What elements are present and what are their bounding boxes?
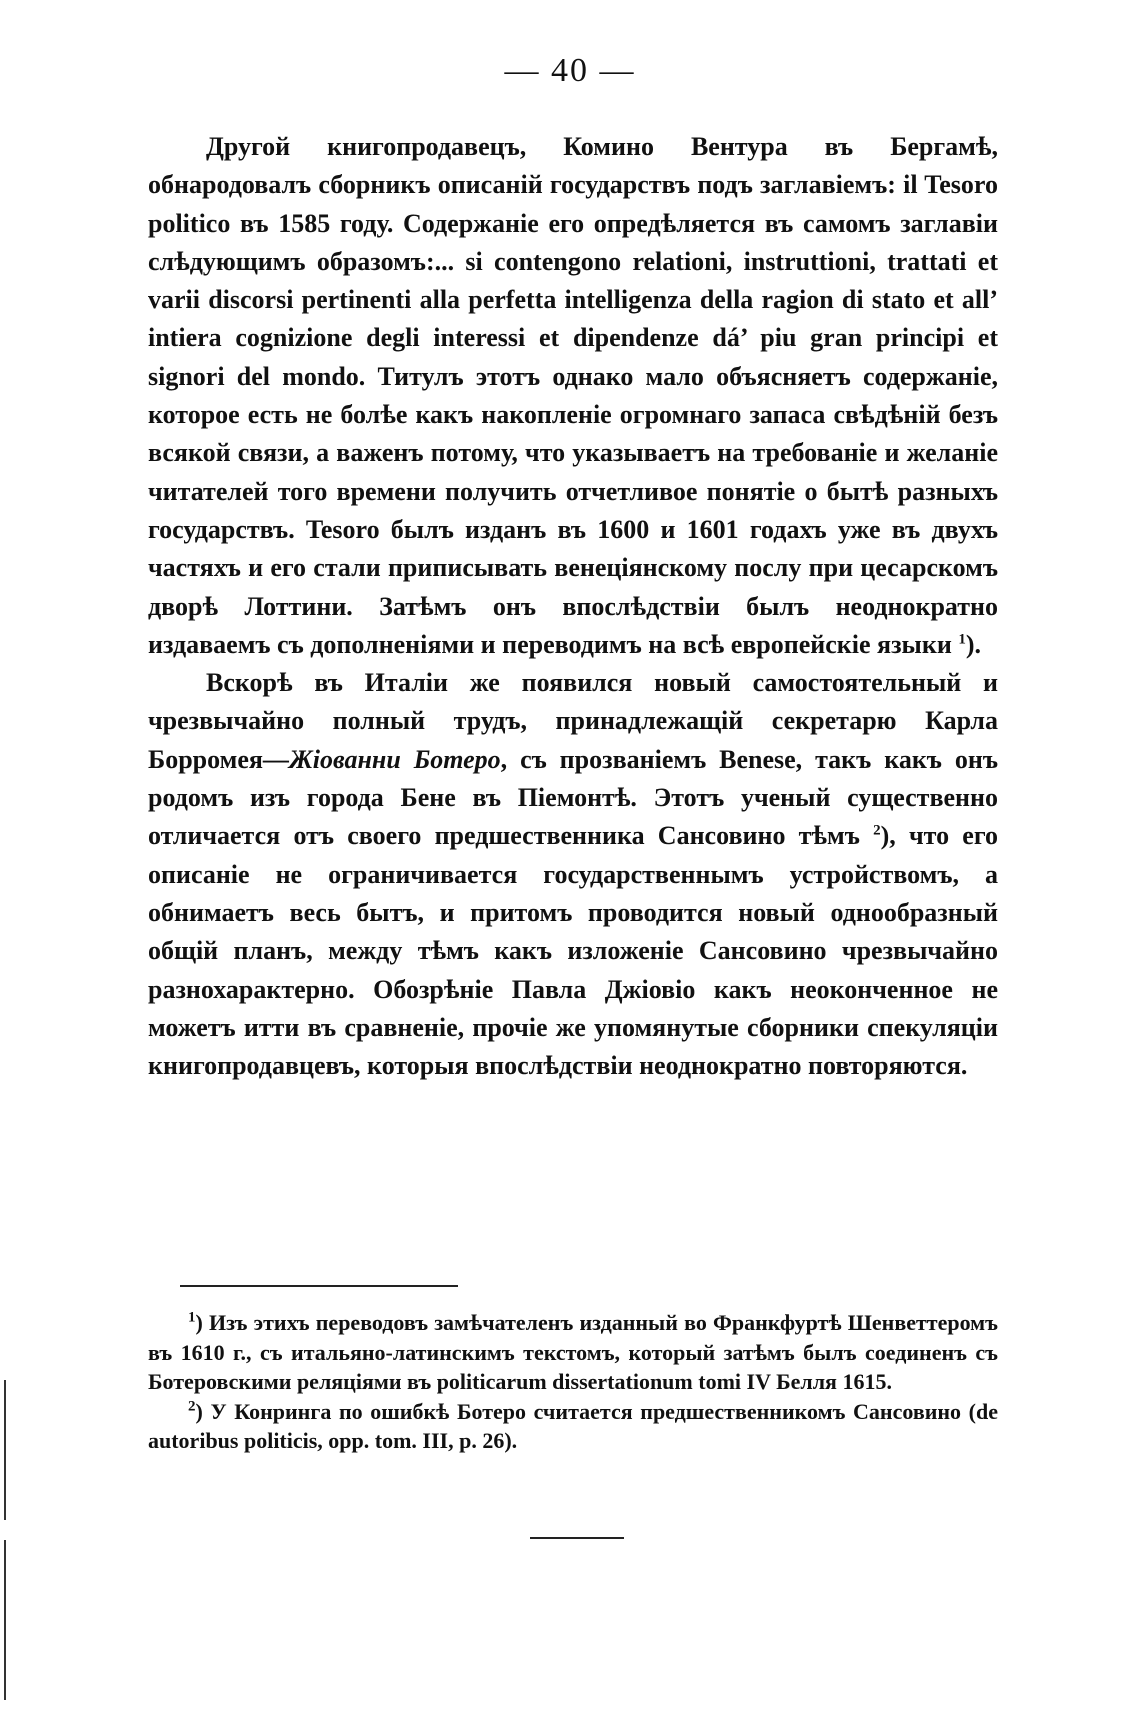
footnote-ref-1: 1	[958, 631, 966, 648]
paragraph-2-text-b: , съ прозваніемъ Benese, такъ какъ онъ родомъ изъ города Бене въ Піемонтѣ. Этотъ ученый существенно отличается отъ своего предшественника Сансовино тѣмъ	[148, 744, 999, 851]
author-name-italic: Жіованни Ботеро	[288, 744, 501, 774]
paragraph-1-text-b: ).	[965, 629, 981, 659]
paragraph-2-text-c: ), что его описаніе не ограничивается государственнымъ устройствомъ, а обнимаетъ весь бытъ, и притомъ проводится новый однообразный общій планъ, между тѣмъ какъ изложеніе Сансовино чрезвычайно разнохарактерно. Обозрѣніе Павла Джіовіо какъ неоконченное не можетъ итти въ сравненіе, прочіе же упомянутые сборники спекуляціи книгопродавцевъ, которыя впослѣдствіи неоднократно повторяются.	[148, 821, 998, 1081]
footnote-1-mark: 1	[188, 1309, 196, 1326]
scan-gutter-mark	[4, 1540, 6, 1700]
footnote-2-text: ) У Конринга по ошибкѣ Ботеро считается предшественникомъ Сансовино (de autoribus politicis, opp. tom. III, p. 26).	[148, 1398, 998, 1453]
closing-rule	[530, 1537, 624, 1539]
paragraph-2	[148, 664, 998, 1085]
paragraph-2-text-a: Вскорѣ въ Италіи же появился новый самостоятельный и чрезвычайно полный трудъ, принадлежащій секретарю Карла Борромея—	[148, 668, 998, 774]
footnote-2	[148, 1397, 998, 1456]
footnote-1-text: ) Изъ этихъ переводовъ замѣчателенъ изданный во Франкфуртѣ Шенветтеромъ въ 1610 г., съ итальяно-латинскимъ текстомъ, который затѣмъ былъ соединенъ съ Ботеровскими реляціями въ politicarum dissertationum tomi IV Белля 1615.	[148, 1310, 998, 1394]
footnotes	[148, 1308, 998, 1456]
footnote-1	[148, 1308, 998, 1397]
footnote-2-mark: 2	[188, 1398, 196, 1415]
footnote-separator	[180, 1285, 458, 1287]
page-number: — 40 —	[504, 52, 636, 89]
body-text	[148, 128, 998, 1085]
paragraph-1	[148, 128, 998, 664]
footnote-ref-2: 2	[873, 822, 881, 839]
scan-gutter-mark	[4, 1380, 6, 1520]
paragraph-1-text-a: Другой книгопродавецъ, Комино Вентура въ Бергамѣ, обнародовалъ сборникъ описаній государствъ подъ заглавіемъ: il Tesoro politico въ 1585 году. Содержаніе его опредѣляется въ самомъ заглавіи слѣдующимъ образомъ:... si contengono relationi, instruttioni, trattati et varii discorsi pertinenti alla perfetta intelligenza della ragion di stato et all’ intiera cognizione degli interessi et dipendenze dá’ piu gran principi et signori del mondo. Титулъ этотъ однако мало объясняетъ содержаніе, которое есть не болѣе какъ накопленіе огромнаго запаса свѣдѣній безъ всякой связи, а важенъ потому, что указываетъ на требованіе и желаніе читателей того времени получить отчетливое понятіе о бытѣ разныхъ государствъ. Tesoro былъ изданъ въ 1600 и 1601 годахъ уже въ двухъ частяхъ и его стали приписывать венеціянскому послу при цесарскомъ дворѣ Лоттини. Затѣмъ онъ впослѣдствіи былъ неоднократно издаваемъ съ дополненіями и переводимъ на всѣ европейскіе языки	[148, 132, 998, 659]
